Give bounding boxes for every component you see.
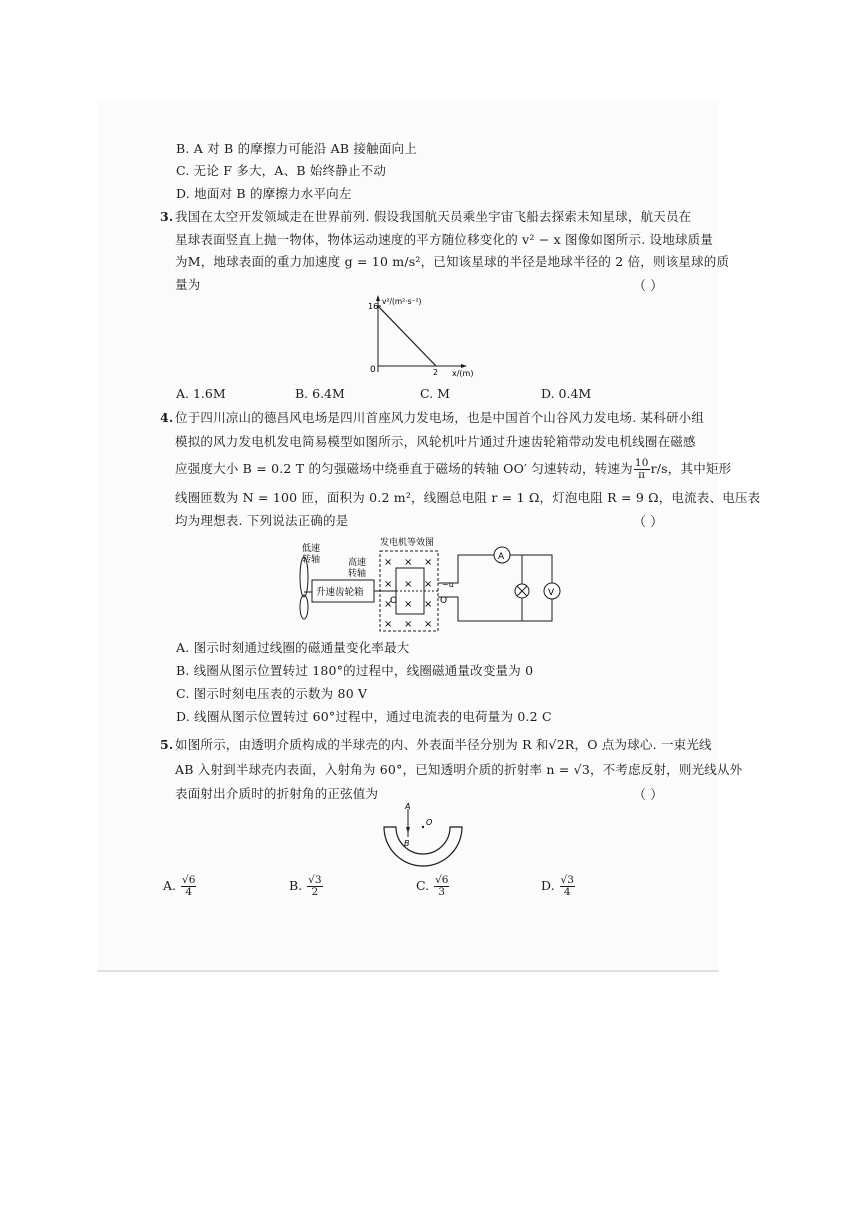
half-shell [384,827,462,866]
q5-line3: 表面射出介质时的折射角的正弦值为 [175,786,379,801]
q5-line2: AB 入射到半球壳内表面，入射角为 60°，已知透明介质的折射率 n = √3，不考虑反射，则光线从外 [175,762,743,777]
field-cross: × [404,599,413,610]
q4-line2: 模拟的风力发电机发电简易模型如图所示，风轮机叶片通过升速齿轮箱带动发电机线圈在磁感 [175,434,696,449]
blade-bottom-icon [300,595,308,619]
point-o-label: O [426,818,433,827]
low-speed-label: 低速 [302,544,321,554]
q3-line1: 我国在太空开发领域走在世界前列. 假设我国航天员乘坐宇宙飞船去探索未知星球，航天员在 [175,209,692,224]
q4-option-d: D. 线圈从图示位置转过 60°过程中，通过电流表的电荷量为 0.2 C [176,709,552,724]
field-cross: × [424,599,433,610]
center-o-dot [422,826,424,828]
axis-o-label: O [390,596,398,606]
ammeter-label: A [498,552,505,562]
q4-option-b: B. 线圈从图示位置转过 180°的过程中，线圈磁通量改变量为 0 [176,663,534,678]
q5-option-d-num: √3 [560,874,574,886]
q4-frac-numerator: 10 [634,457,649,469]
y-axis-label: v²/(m²·s⁻²) [382,297,422,306]
field-cross: × [404,579,413,590]
q3-option-d: D. 0.4M [541,386,592,401]
q5-option-c-letter: C. [416,878,430,893]
ray-arrow-icon [406,827,410,833]
q4-answer-paren: （ ） [633,515,664,530]
q3-option-c: C. M [420,386,450,401]
q4-line3 [175,458,731,481]
x-tick-label: 2 [433,368,439,377]
field-cross: × [384,557,393,568]
field-cross: × [424,557,433,568]
q5-answer-paren: （ ） [633,788,664,803]
gearbox-label: 升速齿轮箱 [316,587,364,598]
q5-option-b-letter: B. [289,878,303,893]
point-b-label: B [404,839,410,848]
q2-option-d: D. 地面对 B 的摩擦力水平向左 [176,186,352,201]
generator-title: 发电机等效图 [380,538,435,548]
circuit-wire-top [438,555,494,583]
q4-number: 4. [160,410,174,425]
q4-wind-generator-figure [290,535,570,635]
q4-line3-b: r/s，其中矩形 [650,461,732,476]
low-shaft-label: 转轴 [302,555,321,565]
q3-v2-x-chart [355,292,495,382]
q5-option-d-fraction [560,875,575,898]
q5-option-d-letter: D. [541,878,555,893]
origin-label: 0 [370,365,376,375]
q5-option-b [289,875,324,898]
series-line-v2 [378,306,436,366]
point-a-label: A [405,803,411,811]
high-speed-label: 高速 [348,558,367,568]
q5-option-c-fraction [434,875,449,898]
y-axis-arrow [376,295,380,301]
y-tick-label: 16 [368,302,379,311]
q5-option-a-den: 4 [185,886,193,898]
voltmeter-label: V [548,588,555,598]
q5-line1: 如图所示，由透明介质构成的半球壳的内、外表面半径分别为 R 和√2R，O 点为球心. 一束光线 [175,737,712,752]
q5-option-d [541,875,576,898]
q2-option-b: B. A 对 B 的摩擦力可能沿 AB 接触面向上 [176,141,417,156]
q5-option-d-den: 4 [563,886,571,898]
circuit-wire-loop [438,555,552,621]
voltage-u-label: ~u [442,580,454,589]
q4-line5: 均为理想表. 下列说法正确的是 [175,513,349,528]
field-cross: × [404,557,413,568]
q3-line4: 量为 [175,277,201,292]
field-cross: × [424,579,433,590]
q2-option-c: C. 无论 F 多大，A、B 始终静止不动 [176,163,387,178]
field-cross: × [384,619,393,630]
q4-option-c: C. 图示时刻电压表的示数为 80 V [176,686,368,701]
q5-option-b-fraction [307,875,322,898]
x-axis-label: x/(m) [452,369,474,378]
field-cross: × [384,579,393,590]
x-axis-arrow [461,364,467,368]
q5-option-a-fraction [181,875,196,898]
axis-o-prime-label: O′ [440,596,450,606]
q4-option-a: A. 图示时刻通过线圈的磁通量变化率最大 [176,640,410,655]
q5-option-b-den: 2 [311,886,319,898]
q4-line3-a: 应强度大小 B = 0.2 T 的匀强磁场中绕垂直于磁场的转轴 OO′ 匀速转动，转速为 [175,461,633,476]
q4-line1: 位于四川凉山的德昌风电场是四川首座风力发电场，也是中国首个山谷风力发电场. 某科研小组 [175,410,705,425]
field-cross: × [384,599,393,610]
q3-option-b: B. 6.4M [295,386,345,401]
q3-line2: 星球表面竖直上抛一物体，物体运动速度的平方随位移变化的 v² − x 图像如图所示. 设地球质量 [175,232,714,247]
q5-hemisphere-shell-figure [378,803,468,873]
q5-option-b-num: √3 [308,874,322,886]
q3-line3: 为M，地球表面的重力加速度 g = 10 m/s²，已知该星球的半径是地球半径的 2 倍，则该星球的质 [175,254,730,269]
q3-answer-paren: （ ） [633,279,664,294]
field-cross: × [404,619,413,630]
q5-option-c [416,875,450,898]
field-cross: × [424,619,433,630]
q4-frac-denominator: π [638,469,646,481]
high-shaft-label: 转轴 [348,569,367,579]
q4-line4: 线圈匝数为 N = 100 匝，面积为 0.2 m²，线圈总电阻 r = 1 Ω，灯泡电阻 R = 9 Ω，电流表、电压表 [175,490,761,505]
q5-option-a [163,875,197,898]
q3-option-a: A. 1.6M [176,386,226,401]
q5-option-a-letter: A. [163,878,177,893]
q3-number: 3. [160,209,174,224]
q5-option-c-den: 3 [438,886,446,898]
q4-rotation-fraction [634,458,650,481]
q5-option-a-num: √6 [182,874,196,886]
q5-option-c-num: √6 [435,874,449,886]
q5-number: 5. [160,737,174,752]
page-bottom-rule [97,970,719,972]
